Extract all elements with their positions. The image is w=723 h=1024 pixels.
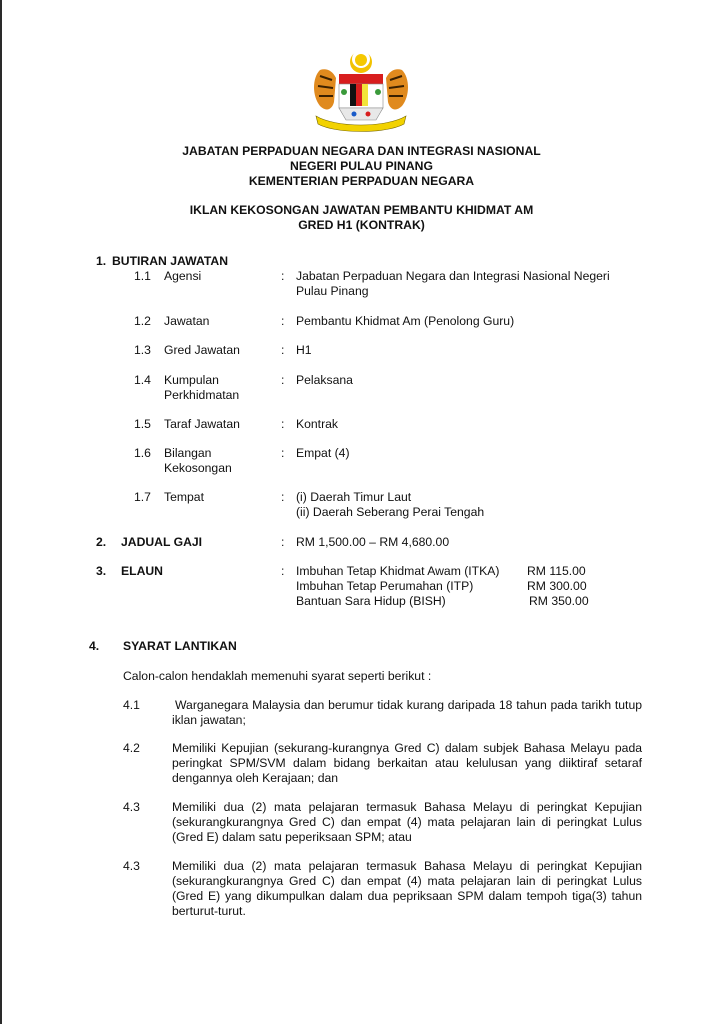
requirement-number: 4.2 xyxy=(123,741,140,755)
detail-number: 1.3 xyxy=(134,343,151,357)
detail-number: 1.2 xyxy=(134,314,151,328)
detail-label: Taraf Jawatan xyxy=(164,417,240,431)
detail-label: Bilangan xyxy=(164,446,212,460)
detail-number: 1.6 xyxy=(134,446,151,460)
header-line-ministry: KEMENTERIAN PERPADUAN NEGARA xyxy=(248,174,475,188)
requirement-text: Memiliki dua (2) mata pelajaran termasuk Bahasa Melayu di peringkat Kepujian (sekurangkurangnya Gred C) dan empat (4) mata pelajaran lain di peringkat Lulus (Gred E) dalam satu peperiksaan SPM; atau xyxy=(172,800,642,844)
detail-colon: : xyxy=(281,490,285,504)
section-4-title: SYARAT LANTIKAN xyxy=(123,639,237,653)
allowance-amount: RM 115.00 xyxy=(527,564,586,578)
requirement-number: 4.3 xyxy=(123,859,140,873)
allowance-amount: RM 350.00 xyxy=(529,594,589,608)
detail-value: Kontrak xyxy=(296,417,339,431)
header-line-state: NEGERI PULAU PINANG xyxy=(290,159,433,173)
header-line-agency: JABATAN PERPADUAN NEGARA DAN INTEGRASI NASIONAL xyxy=(182,144,541,158)
document-title: IKLAN KEKOSONGAN JAWATAN PEMBANTU KHIDMAT AM xyxy=(189,203,534,217)
detail-label: Jawatan xyxy=(164,314,210,328)
detail-label: Agensi xyxy=(164,269,202,283)
detail-number: 1.4 xyxy=(134,373,151,387)
section-3-title: ELAUN xyxy=(121,564,163,578)
detail-label: Tempat xyxy=(164,490,204,504)
document-subtitle: GRED H1 (KONTRAK) xyxy=(298,218,425,232)
section-1-title: BUTIRAN JAWATAN xyxy=(112,254,228,268)
detail-value: Empat (4) xyxy=(296,446,350,460)
detail-value: Pembantu Khidmat Am (Penolong Guru) xyxy=(296,314,515,328)
detail-label-cont: Kekosongan xyxy=(164,461,232,475)
detail-number: 1.5 xyxy=(134,417,151,431)
detail-colon: : xyxy=(281,446,285,460)
section-4-intro: Calon-calon hendaklah memenuhi syarat seperti berikut : xyxy=(123,669,432,683)
coat-of-arms-icon xyxy=(306,48,416,134)
detail-label: Gred Jawatan xyxy=(164,343,240,357)
requirement-text: Memiliki dua (2) mata pelajaran termasuk Bahasa Melayu di peringkat Kepujian (sekurangkurangnya Gred C) dan empat (4) mata pelajaran lain di peringkat Lulus (Gred E) yang dikumpulkan dalam dua pepriksaan SPM dalam tempoh tiga(3) tahun berturut-turut. xyxy=(172,859,642,918)
allowance-name: Imbuhan Tetap Khidmat Awam (ITKA) xyxy=(296,564,500,578)
detail-colon: : xyxy=(281,269,285,283)
section-1-number: 1. xyxy=(96,254,107,268)
section-4-number: 4. xyxy=(89,639,100,653)
salary-range: RM 1,500.00 – RM 4,680.00 xyxy=(296,535,450,549)
section-2-number: 2. xyxy=(96,535,107,549)
detail-value: Jabatan Perpaduan Negara dan Integrasi Nasional Negeri xyxy=(296,269,610,283)
detail-value: H1 xyxy=(296,343,312,357)
detail-value: Pelaksana xyxy=(296,373,353,387)
section-3-colon: : xyxy=(281,564,285,578)
detail-colon: : xyxy=(281,373,285,387)
detail-colon: : xyxy=(281,417,285,431)
detail-colon: : xyxy=(281,343,285,357)
requirement-number: 4.3 xyxy=(123,800,140,814)
detail-colon: : xyxy=(281,314,285,328)
allowance-amount: RM 300.00 xyxy=(527,579,587,593)
detail-value-cont: Pulau Pinang xyxy=(296,284,369,298)
section-3-number: 3. xyxy=(96,564,107,578)
detail-number: 1.7 xyxy=(134,490,151,504)
detail-value: (i) Daerah Timur Laut xyxy=(296,490,412,504)
requirement-number: 4.1 xyxy=(123,698,140,712)
detail-number: 1.1 xyxy=(134,269,151,283)
detail-label: Kumpulan xyxy=(164,373,219,387)
allowance-name: Imbuhan Tetap Perumahan (ITP) xyxy=(296,579,474,593)
section-2-title: JADUAL GAJI xyxy=(121,535,203,549)
detail-value-cont: (ii) Daerah Seberang Perai Tengah xyxy=(296,505,485,519)
section-2-colon: : xyxy=(281,535,285,549)
detail-label-cont: Perkhidmatan xyxy=(164,388,240,402)
allowance-name: Bantuan Sara Hidup (BISH) xyxy=(296,594,446,608)
requirement-text: Warganegara Malaysia dan berumur tidak kurang daripada 18 tahun pada tarikh tutup iklan jawatan; xyxy=(172,698,642,727)
requirement-text: Memiliki Kepujian (sekurang-kurangnya Gred C) dalam subjek Bahasa Melayu pada peringkat SPM/SVM dalam bidang berkaitan atau kelulusan yang diiktiraf setaraf dengannya oleh Kerajaan; dan xyxy=(172,741,642,785)
